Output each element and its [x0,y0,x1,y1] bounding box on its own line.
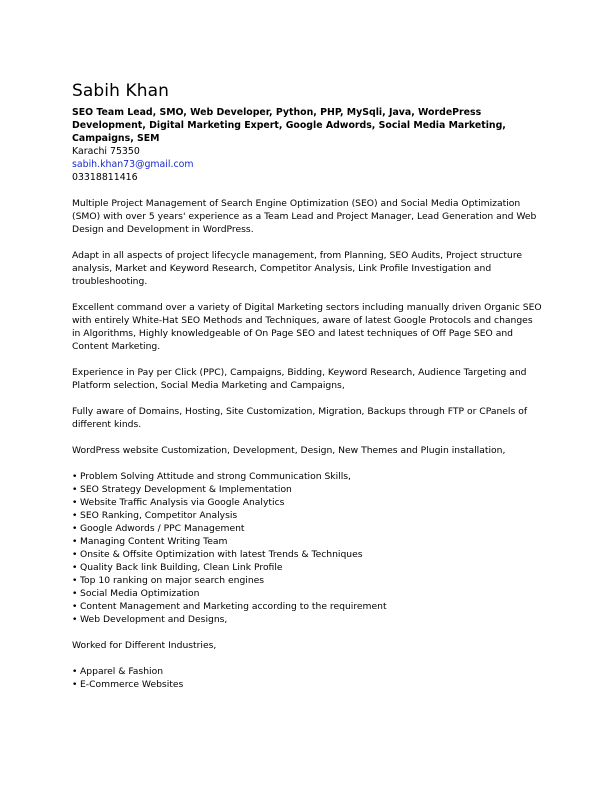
candidate-location: Karachi 75350 [72,146,140,157]
spacer [72,236,542,249]
candidate-name: Sabih Khan [72,81,170,101]
list-item: • SEO Strategy Development & Implementation [72,484,292,495]
bullet-icon: • [72,575,78,586]
skills-list [72,470,542,626]
summary-paragraph-hosting: Fully aware of Domains, Hosting, Site Customization, Migration, Backups through FTP or CPanels of different kinds. [72,406,528,430]
list-item: • SEO Ranking, Competitor Analysis [72,510,238,521]
industries-list [72,665,542,691]
spacer [72,626,542,639]
list-item: • Web Development and Designs, [72,614,228,625]
spacer [72,353,542,366]
bullet-icon: • [72,666,78,677]
bullet-icon: • [72,601,78,612]
spacer [72,288,542,301]
industries-intro: Worked for Different Industries, [72,640,217,651]
bullet-icon: • [72,523,78,534]
bullet-icon: • [72,484,78,495]
summary-paragraph-digital-marketing: Excellent command over a variety of Digital Marketing sectors including manually driven Organic SEO with entirely White-Hat SEO Methods and Techniques, aware of latest Google Protocols and changes in Algorithms, Highly knowledgeable of On Page SEO and latest techniques of Off Page SEO and Content Marketing. [72,302,542,352]
candidate-phone: 03318811416 [72,172,138,183]
spacer [72,431,542,444]
bullet-icon: • [72,679,78,690]
bullet-icon: • [72,536,78,547]
list-item: • Onsite & Offsite Optimization with latest Trends & Techniques [72,549,363,560]
bullet-icon: • [72,614,78,625]
bullet-icon: • [72,588,78,599]
list-item: • Quality Back link Building, Clean Link Profile [72,562,283,573]
resume-page [72,80,542,691]
list-item: • Website Traffic Analysis via Google Analytics [72,497,285,508]
list-item: • Managing Content Writing Team [72,536,228,547]
candidate-email-link[interactable]: sabih.khan73@gmail.com [72,159,194,170]
bullet-icon: • [72,471,78,482]
list-item: • Content Management and Marketing according to the requirement [72,601,387,612]
candidate-headline: SEO Team Lead, SMO, Web Developer, Python, PHP, MySqli, Java, WordePress Development, Digital Marketing Expert, Google Adwords, Social Media Marketing, Campaigns, SEM [72,107,506,144]
list-item: • Apparel & Fashion [72,666,164,677]
summary-paragraph-project-management: Multiple Project Management of Search Engine Optimization (SEO) and Social Media Optimization (SMO) with over 5 years' experience as a Team Lead and Project Manager, Lead Generation and Web Design and Development in WordPress. [72,198,537,235]
bullet-icon: • [72,562,78,573]
spacer [72,652,542,665]
spacer [72,457,542,470]
summary-paragraph-lifecycle: Adapt in all aspects of project lifecycle management, from Planning, SEO Audits, Project structure analysis, Market and Keyword Research, Competitor Analysis, Link Profile Investigation and troubleshooting. [72,250,523,287]
list-item: • Social Media Optimization [72,588,200,599]
list-item: • Problem Solving Attitude and strong Communication Skills, [72,471,351,482]
list-item: • Google Adwords / PPC Management [72,523,245,534]
list-item: • Top 10 ranking on major search engines [72,575,265,586]
summary-paragraph-wordpress: WordPress website Customization, Development, Design, New Themes and Plugin installation, [72,445,506,456]
bullet-icon: • [72,510,78,521]
spacer [72,184,542,197]
list-item: • E-Commerce Websites [72,679,184,690]
spacer [72,392,542,405]
summary-paragraph-ppc: Experience in Pay per Click (PPC), Campaigns, Bidding, Keyword Research, Audience Targeting and Platform selection, Social Media Marketing and Campaigns, [72,367,527,391]
bullet-icon: • [72,549,78,560]
bullet-icon: • [72,497,78,508]
